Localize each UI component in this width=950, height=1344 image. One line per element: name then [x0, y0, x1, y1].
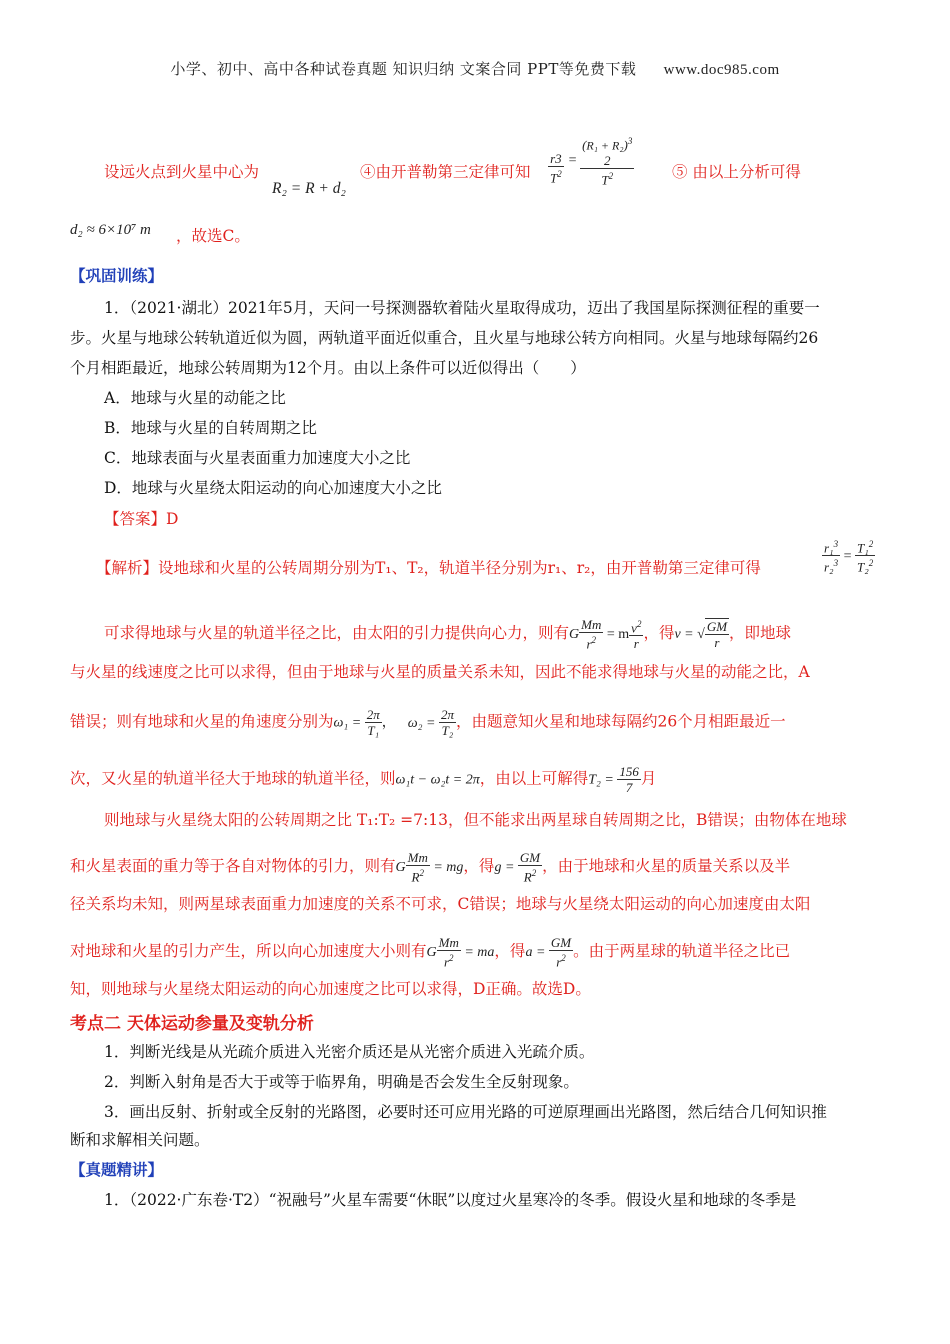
section2-p3b: 断和求解相关问题。 — [70, 1131, 210, 1149]
analysis-line5: 次，又火星的轨道半径大于地球的轨道半径，则ω₁t − ω₂t = 2π，由以上可解得T₂ = $\frac{156}{7}$ 月 — [70, 764, 657, 795]
q1-line1: 1．（2021·湖北）2021年5月，天问一号探测器软着陆火星取得成功，迈出了我国星际探测征程的重要一 — [104, 299, 820, 317]
section2-p3a: 3．画出反射、折射或全反射的光路图，必要时还可应用光路的可逆原理画出光路图，然后结合几何知识推 — [104, 1103, 827, 1121]
eq4: R₂ = R + d₂ — [272, 180, 346, 197]
real-exam-label: 【真题精讲】 — [70, 1160, 164, 1179]
step5-text: ⑤ 由以上分析可得 — [672, 163, 801, 181]
option-c: C．地球表面与火星表面重力加速度大小之比 — [104, 449, 411, 467]
analysis-line3: 与火星的线速度之比可以求得，但由于地球与火星的质量关系未知，因此不能求得地球与火星的动能之比，A — [70, 663, 810, 681]
analysis-line8: 径关系均未知，则两星球表面重力加速度的关系不可求，C错误；地球与火星绕太阳运动的向心加速度由太阳 — [70, 895, 811, 913]
d2-value: d₂ ≈ 6×10⁷ m — [70, 222, 151, 238]
answer: 【答案】D — [104, 510, 179, 528]
section2-p2: 2．判断入射角是否大于或等于临界角，明确是否会发生全反射现象。 — [104, 1073, 579, 1091]
q1-line2: 步。火星与地球公转轨道近似为圆，两轨道平面近似重合，且火星与地球公转方向相同。火星与地球每隔约26 — [70, 329, 819, 347]
header-text: 小学、初中、高中各种试卷真题 知识归纳 文案合同 PPT等免费下载 — [170, 60, 637, 78]
section2-p1: 1．判断光线是从光疏介质进入光密介质还是从光密介质进入光疏介质。 — [104, 1043, 595, 1061]
practice-label: 【巩固训练】 — [70, 266, 164, 285]
option-a: A．地球与火星的动能之比 — [104, 389, 286, 407]
option-b: B．地球与火星的自转周期之比 — [104, 419, 317, 437]
step4-text: ④由开普勒第三定律可知 — [360, 163, 531, 181]
option-d: D．地球与火星绕太阳运动的向心加速度大小之比 — [104, 479, 442, 497]
analysis-a1: 设地球和火星的公转周期分别为T₁、T₂，轨道半径分别为r₁、r₂，由开普勒第三定律可得 — [158, 559, 761, 577]
real-exam-q1: 1．（2022·广东卷·T2）“祝融号”火星车需要“休眠”以度过火星寒冷的冬季。假设火星和地球的冬季是 — [104, 1191, 797, 1209]
kepler-eq: $\frac{r3}{T^2}$ = $(R_1 + R_2)^3$ 2 $T^2$ — [550, 136, 633, 188]
analysis-line7: 和火星表面的重力等于各自对物体的引力，则有G $\frac{Mm}{R^2}$ = mg，得g = $\frac{GM}{R^2}$ ，由于地球和火星的质量关系以及半 — [70, 850, 791, 885]
header-url: www.doc985.com — [663, 62, 780, 78]
kepler-ratio: $\frac{r_1^3}{r_2^3}$ = $\frac{T_1^2}{T_2^2}$ — [824, 539, 874, 575]
analysis-label: 【解析】 — [96, 559, 159, 577]
analysis-line2: 可求得地球与火星的轨道半径之比，由太阳的引力提供向心力，则有G $\frac{Mm}{r^2}$ = m $\frac{v^2}{r}$ ，得v = √ $\frac{GM}{r}$ ，即地球 — [104, 617, 792, 652]
set-far-text: 设远火点到火星中心为 — [104, 163, 260, 181]
analysis-line1 — [96, 556, 761, 578]
analysis-line9: 对地球和火星的引力产生，所以向心加速度大小则有G $\frac{Mm}{r^2}$ = ma，得a = $\frac{GM}{r^2}$ 。由于两星球的轨道半径之比已 — [70, 935, 791, 970]
choose-c: ，故选C。 — [176, 227, 250, 245]
page-header — [0, 58, 950, 79]
q1-line3: 个月相距最近，地球公转周期为12个月。由以上条件可以近似得出（ ） — [70, 359, 586, 377]
section2-title: 考点二 天体运动参量及变轨分析 — [70, 1014, 314, 1034]
analysis-line10: 知，则地球与火星绕太阳运动的向心加速度之比可以求得，D正确。故选D。 — [70, 980, 591, 998]
analysis-line6: 则地球与火星绕太阳的公转周期之比 T₁:T₂ =7:13，但不能求出两星球自转周期之比，B错误；由物体在地球 — [104, 811, 847, 829]
analysis-line4: 错误；则有地球和火星的角速度分别为ω₁ = $\frac{2\pi}{\text{T₁}}$ ， ω₂ = $\frac{2\pi}{\text{T₂}}$ ，由题意知火星和地球每隔约26个月相距最近一 — [70, 707, 786, 738]
